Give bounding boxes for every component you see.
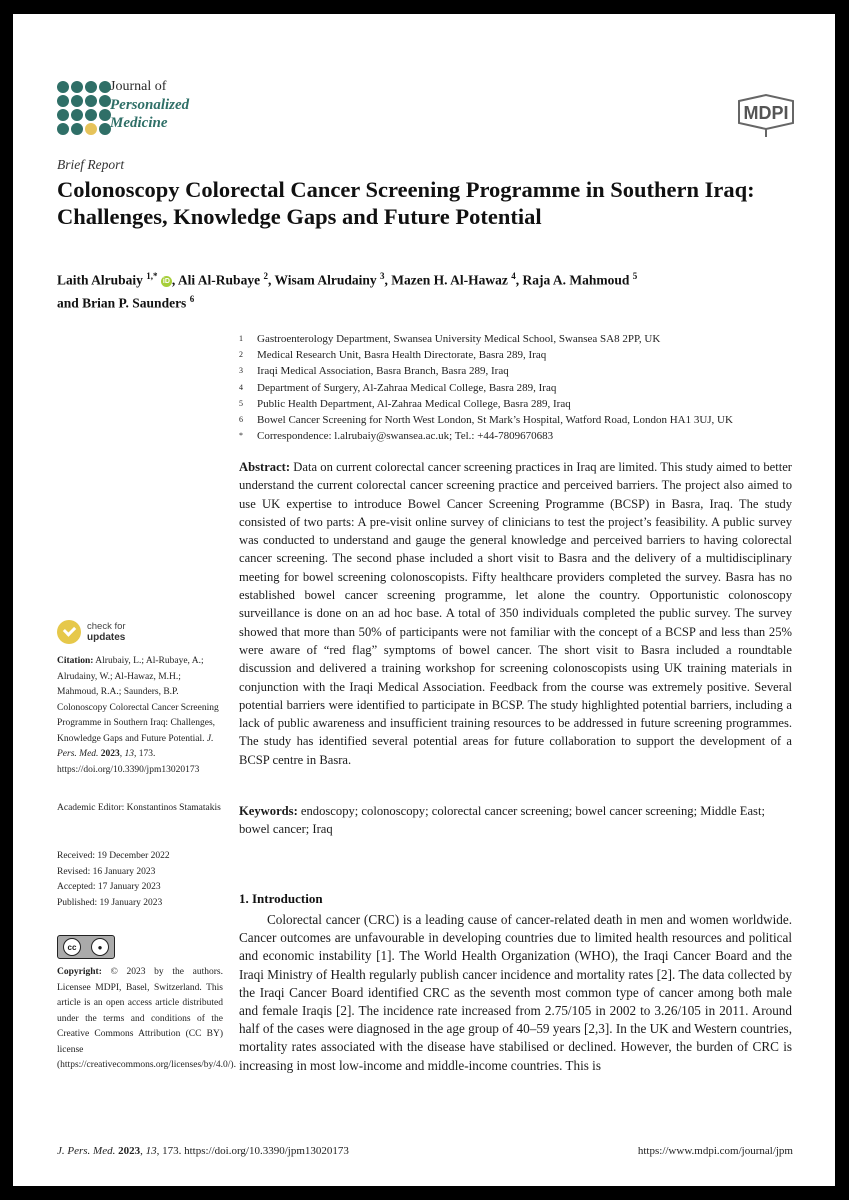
accepted-date: Accepted: 17 January 2023: [57, 882, 161, 892]
author-sup: 2: [263, 271, 268, 281]
abstract-text: Data on current colorectal cancer screening practices in Iraq are limited. This study aimed to better understand the current colorectal cancer screening practice and perceived barriers. The project also aimed to use UK expertise to introduce Bowel Cancer Screening Programme (BCSP) in Basra, Iraq. The study consisted of two parts: A pre-visit online survey of clinicians to test the project’s feasibility. A public survey was conducted to understand and gauge the general knowledge and perceived barriers to having colorectal cancer screening. The second phase included a short visit to Basra and the delivery of a multidisciplinary meeting for bowel screening colonoscopists. Fifty healthcare providers completed the survey. Basra has no established bowel cancer screening programme, let alone the country. Opportunistic colonoscopy surveillance is done on an ad hoc base. A total of 350 individuals completed the public survey. The survey showed that more than 50% of participants were not familiar with the concept of a BCSP and less than 25% were aware of “red flag” symptoms of bowel cancer. The short visit to Basra included a roundtable discussion and delivered a training workshop for screening colonoscopists using UK training materials in conjunction with the Iraqi Medical Association. Feedback from the course was extremely positive. Several potential barriers were identified to participate in BCSP. The study highlighted potential barriers, including a lack of public awareness and insufficient training resources to be addressed in future screening programmes. The study has identified several potential areas for future collaboration to support the development of a BCSP centre in Basra.: [239, 460, 792, 767]
author-list: Laith Alrubaiy $^{1,*}$ iD , Ali Al-Rubaye $^2$, Wisam Alrudainy $^3$, Mazen H. Al-Hawaz $^4$, Raja A. Mahmoud $^5$ and Brian P. Saunders $^6$: [57, 271, 638, 310]
citation-block: Citation: Alrubaiy, L.; Al-Rubaye, A.; Alrudainy, W.; Al-Hawaz, M.H.; Mahmoud, R.A.; Saunders, B.P. Colonoscopy Colorectal Cancer Screening Programme in Southern Iraq: Challenges, Knowledge Gaps and Future Potential. J. Pers. Med. 2023, 13, 173. https://doi.org/10.3390/jpm13020173: [57, 656, 219, 775]
keywords: [239, 802, 792, 839]
orcid-icon[interactable]: iD: [162, 277, 170, 285]
journal-name: [110, 78, 189, 132]
affiliation-number: 3: [239, 366, 243, 376]
author-name: Raja A. Mahmoud: [522, 272, 630, 288]
affiliation-number: 6: [239, 415, 243, 425]
affiliation-text: Public Health Department, Al-Zahraa Medical College, Basra 289, Iraq: [257, 397, 571, 410]
footer-citation: J. Pers. Med. 2023, 13, 173. https://doi.org/10.3390/jpm13020173: [57, 1145, 349, 1157]
affiliation-number: 2: [239, 350, 243, 360]
journal-name-line3: Medicine: [110, 115, 168, 131]
introduction-body: [239, 911, 792, 1075]
affiliation-text: Bowel Cancer Screening for North West London, St Mark’s Hospital, Watford Road, London HA1 3UJ, UK: [257, 414, 733, 427]
journal-logo: [57, 81, 112, 136]
article-type: Brief Report: [57, 157, 125, 172]
abstract: [239, 458, 792, 769]
person-icon: ●: [91, 938, 109, 956]
footer-doi[interactable]: , 173. https://doi.org/10.3390/jpm13020173: [156, 1145, 349, 1157]
affiliation-item: [239, 412, 819, 428]
affiliation-number: 1: [239, 334, 243, 343]
journal-name-line1: Journal of: [110, 79, 167, 94]
footer-year: 2023: [118, 1145, 141, 1157]
copyright-label: Copyright:: [57, 967, 102, 977]
author-sup: 5: [632, 271, 638, 281]
footer-journal: J. Pers. Med.: [57, 1145, 116, 1157]
author-sup: 4: [511, 271, 516, 281]
section-heading: 1. Introduction: [239, 891, 323, 906]
affiliation-item: [239, 331, 819, 347]
author-sup: 3: [379, 271, 385, 281]
correspondence-text[interactable]: Correspondence: l.alrubaiy@swansea.ac.uk; Tel.: +44-7809670683: [257, 430, 554, 443]
citation-journal: J. Pers. Med.: [57, 733, 214, 759]
dates-block: [57, 849, 223, 911]
author-sup: 6: [189, 293, 195, 304]
author-name: Laith Alrubaiy: [57, 272, 143, 288]
affiliation-item: [239, 347, 819, 363]
cc-icon: cc: [63, 938, 81, 956]
copyright-text: © 2023 by the authors. Licensee MDPI, Basel, Switzerland. This article is an open access article distributed under the terms and conditions of the Creative Commons Attribution (CC BY) license (https://creativecommons.org/licenses/by/4.0/).: [57, 967, 236, 1070]
keywords-label: Keywords:: [239, 804, 298, 818]
citation-text: Alrubaiy, L.; Al-Rubaye, A.; Alrudainy, W.; Al-Hawaz, M.H.; Mahmoud, R.A.; Saunders, B.P. Colonoscopy Colorectal Cancer Screening Programme in Southern Iraq: Challenges, Knowledge Gaps and Future Potential.: [57, 656, 219, 744]
copyright-block: [57, 965, 236, 1074]
citation-year: 2023: [100, 749, 120, 759]
affiliation-number: 4: [239, 382, 243, 392]
affiliation-item: [239, 380, 819, 396]
affiliation-number: *: [239, 431, 243, 441]
affiliation-item: [239, 363, 819, 379]
author-name: Brian P. Saunders: [82, 295, 187, 310]
received-date: Received: 19 December 2022: [57, 851, 170, 861]
affiliation-text: Gastroenterology Department, Swansea University Medical School, Swansea SA8 2PP, UK: [257, 333, 661, 345]
cc-by-badge[interactable]: [57, 935, 115, 959]
published-date: Published: 19 January 2023: [57, 897, 163, 908]
journal-name-line2: Personalized: [110, 97, 190, 113]
citation-doi[interactable]: , 173. https://doi.org/10.3390/jpm13020173: [57, 749, 200, 775]
footer-volume: 13: [145, 1145, 157, 1157]
check-for-updates-button[interactable]: [57, 618, 177, 646]
abstract-label: Abstract:: [239, 460, 291, 474]
author-name: Wisam Alrudainy: [274, 272, 377, 288]
article-title: Colonoscopy Colorectal Cancer Screening Programme in Southern Iraq: Challenges, Knowledge Gaps and Future Potential: [57, 177, 755, 229]
affiliation-number: 5: [239, 398, 243, 408]
author-name: Mazen H. Al-Hawaz: [391, 272, 508, 288]
mdpi-logo: [735, 93, 797, 141]
footer-journal-url[interactable]: https://www.mdpi.com/journal/jpm: [637, 1145, 793, 1157]
affiliations: [239, 331, 819, 444]
check-label-2: updates: [87, 632, 126, 643]
citation-label: Citation:: [57, 656, 94, 666]
author-sup: 1,*: [146, 271, 158, 281]
check-label-1: check for: [87, 621, 126, 632]
affiliation-item: [239, 396, 819, 412]
citation-volume: 13: [124, 749, 135, 759]
academic-editor: Academic Editor: Konstantinos Stamatakis: [57, 803, 221, 813]
keywords-text: endoscopy; colonoscopy; colorectal cancer screening; bowel cancer screening; Middle East; bowel cancer; Iraq: [239, 804, 765, 837]
publisher-name: MDPI: [743, 102, 789, 123]
affiliation-text: Iraqi Medical Association, Basra Branch, Basra 289, Iraq: [257, 365, 509, 378]
affiliation-text: Medical Research Unit, Basra Health Directorate, Basra 289, Iraq: [257, 349, 547, 362]
revised-date: Revised: 16 January 2023: [57, 866, 156, 877]
author-name: Ali Al-Rubaye: [177, 272, 261, 288]
introduction-text: Colorectal cancer (CRC) is a leading cause of cancer-related death in men and women worldwide. Cancer outcomes are unfavourable in developing countries due to limited health resources and political and economic instability [1]. The World Health Organization (WHO), the Iraqi Cancer Board and the Iraqi Ministry of Health regularly publish cancer incidence and mortality rates [2]. The data collected by the Iraqi Cancer Board identified CRC as the seventh most common type of cancer among both male and female Iraqis [2]. The incidence rate increased from 2.75/105 in 2002 to 3.26/105 in 2011. Around half of the cases were diagnosed in the age group of 40–59 years [2,3]. In the UK and Western countries, mortality rates associated with the disease have stabilised or declined. However, the burden of CRC is increasing in most low-income and middle-income countries. This is: [239, 912, 792, 1073]
check-icon: [57, 620, 81, 644]
paper-page: [13, 14, 835, 1186]
correspondence: [239, 428, 819, 444]
affiliation-text: Department of Surgery, Al-Zahraa Medical College, Basra 289, Iraq: [257, 381, 557, 394]
